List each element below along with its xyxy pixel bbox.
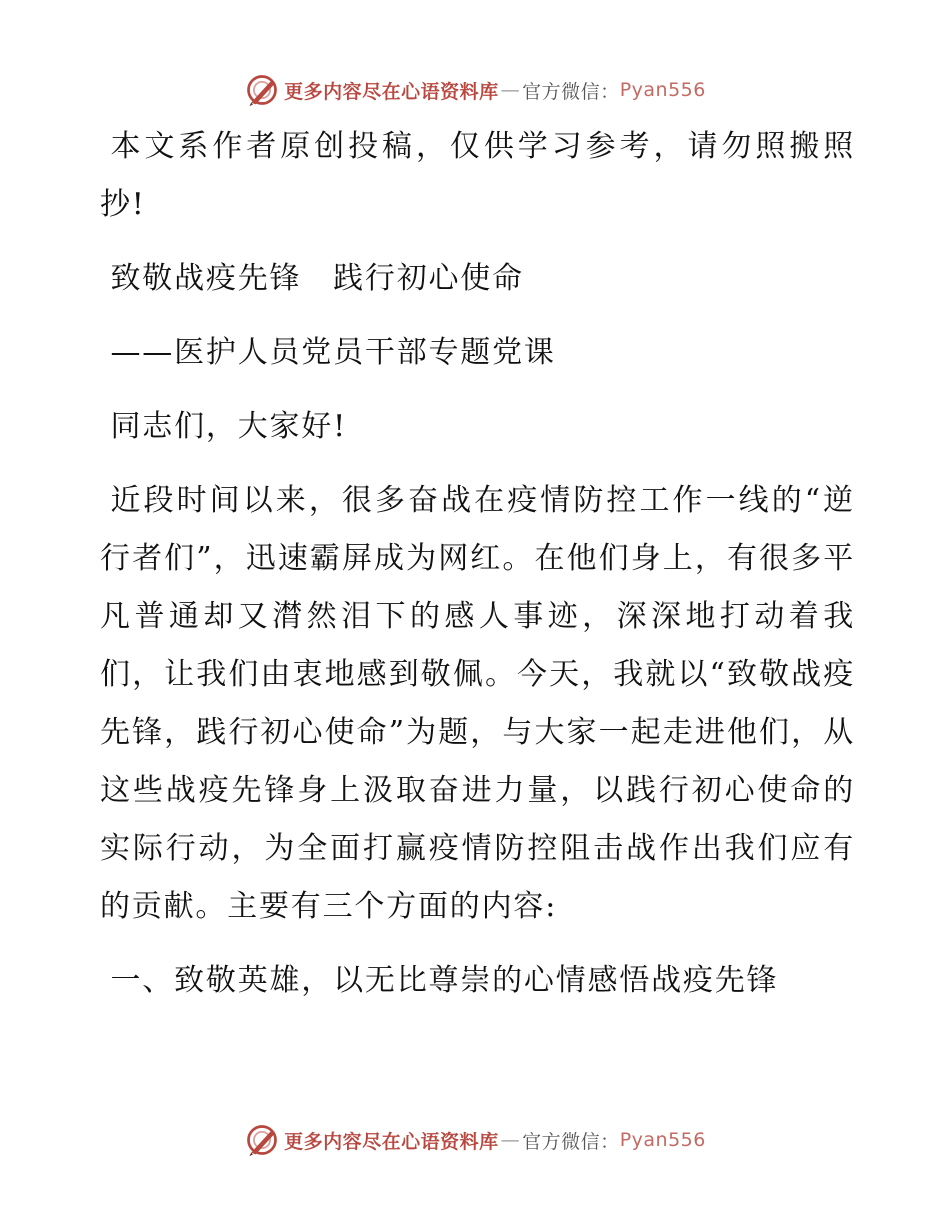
watermark-wechat-id: Pyan556 (619, 79, 706, 101)
article-subtitle: ——医护人员党员干部专题党课 (110, 335, 556, 370)
pen-logo-icon (244, 1122, 280, 1158)
watermark-brand: 更多内容尽在心语资料库 (284, 1130, 499, 1153)
disclaimer-paragraph: 本文系作者原创投稿，仅供学习参考，请勿照搬照抄! (100, 129, 855, 222)
watermark-dash: — (500, 1129, 521, 1151)
greeting-paragraph: 同志们，大家好! (110, 409, 347, 444)
watermark-wechat-id: Pyan556 (619, 1129, 706, 1151)
article-title: 致敬战疫先锋 践行初心使命 (110, 261, 524, 296)
footer-watermark (0, 1120, 950, 1160)
intro-paragraph: 近段时间以来，很多奋战在疫情防控工作一线的“逆行者们”，迅速霸屏成为网红。在他们身上，有很多平凡普通却又潸然泪下的感人事迹，深深地打动着我们，让我们由衷地感到敬佩。今天，我就以“致敬战疫先锋，践行初心使命”为题，与大家一起走进他们，从这些战疫先锋身上汲取奋进力量，以践行初心使命的实际行动，为全面打赢疫情防控阻击战作出我们应有的贡献。主要有三个方面的内容: (100, 483, 855, 924)
pen-logo-icon (244, 72, 280, 108)
header-watermark (0, 70, 950, 110)
document-body (100, 118, 855, 1010)
watermark-brand: 更多内容尽在心语资料库 (284, 80, 499, 103)
watermark-dash: — (500, 79, 521, 101)
watermark-label: 官方微信： (522, 80, 620, 103)
watermark-label: 官方微信： (522, 1130, 620, 1153)
section-1-heading: 一、致敬英雄，以无比尊崇的心情感悟战疫先锋 (110, 963, 779, 998)
